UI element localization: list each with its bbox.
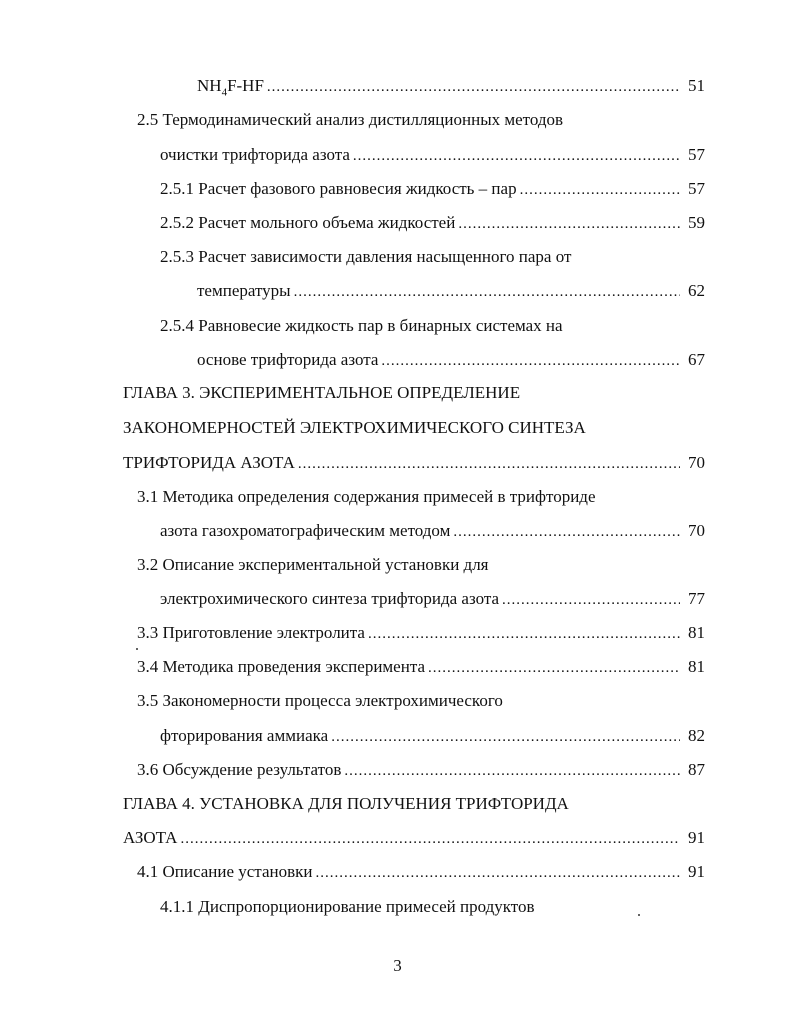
dot-leader xyxy=(353,144,680,168)
toc-entry-text: основе трифторида азота xyxy=(197,350,379,369)
toc-entry-3-1 xyxy=(160,519,705,543)
toc-page-number: 70 xyxy=(688,453,705,472)
toc-entry-text: ТРИФТОРИДА АЗОТА xyxy=(123,453,295,472)
dot-leader xyxy=(294,280,680,304)
dot-leader xyxy=(502,588,680,612)
dot-leader xyxy=(520,178,680,202)
toc-entry-3-6 xyxy=(137,758,705,782)
toc-page-number: 77 xyxy=(688,589,705,608)
toc-page-number: 51 xyxy=(688,76,705,95)
toc-page-number: 70 xyxy=(688,521,705,540)
toc-chapter-3 xyxy=(123,451,705,475)
toc-entry-text: 2.5.1 Расчет фазового равновесия жидкость – пар xyxy=(160,179,517,198)
toc-entry-2-5-4-line1: 2.5.4 Равновесие жидкость пар в бинарных системах на xyxy=(160,316,563,335)
toc-entry-3-2 xyxy=(160,587,705,611)
toc-entry-text: 3.3 Приготовление электролита xyxy=(137,623,365,642)
toc-entry-text: 4.1 Описание установки xyxy=(137,862,313,881)
toc-entry-text: температуры xyxy=(197,281,291,300)
toc-entry-text: электрохимического синтеза трифторида азота xyxy=(160,589,500,608)
toc-chapter-3-line1: ГЛАВА 3. ЭКСПЕРИМЕНТАЛЬНОЕ ОПРЕДЕЛЕНИЕ xyxy=(123,383,521,402)
toc-page-number: 91 xyxy=(688,862,705,881)
toc-chapter-4 xyxy=(123,826,705,850)
toc-page-number: 81 xyxy=(688,623,705,642)
toc-entry-2-5-2 xyxy=(160,211,705,235)
toc-entry-2-5-3-line1: 2.5.3 Расчет зависимости давления насыщенного пара от xyxy=(160,247,572,266)
toc-page-number: 82 xyxy=(688,726,705,745)
toc-entry-4-1 xyxy=(137,860,705,884)
toc-page-number: 91 xyxy=(688,828,705,847)
page-number: 3 xyxy=(393,956,402,975)
toc-entry-3-2-line1: 3.2 Описание экспериментальной установки для xyxy=(137,555,489,574)
toc-entry-text: $NH_4F-HF$ xyxy=(197,76,264,99)
toc-chapter-3-line2: ЗАКОНОМЕРНОСТЕЙ ЭЛЕКТРОХИМИЧЕСКОГО СИНТЕЗА xyxy=(123,418,586,437)
toc-page-number: 57 xyxy=(688,145,705,164)
dot-leader xyxy=(458,212,680,236)
dot-leader xyxy=(368,622,680,646)
toc-entry-text: азота газохроматографическим методом xyxy=(160,521,451,540)
toc-entry-text: 3.6 Обсуждение результатов xyxy=(137,760,342,779)
toc-entry-text: фторирования аммиака xyxy=(160,726,329,745)
scan-speck xyxy=(638,914,640,916)
toc-entry-3-3 xyxy=(137,621,705,645)
toc-entry-4-1-1-line1: 4.1.1 Диспропорционирование примесей продуктов xyxy=(160,897,535,916)
toc-entry-3-4 xyxy=(137,655,705,679)
dot-leader xyxy=(298,452,680,476)
toc-entry-2-5-4 xyxy=(197,348,705,372)
toc-entry-nh4f xyxy=(197,74,705,98)
dot-leader xyxy=(331,725,680,749)
toc-page-number: 62 xyxy=(688,281,705,300)
toc-entry-2-5-1 xyxy=(160,177,705,201)
toc-chapter-4-line1: ГЛАВА 4. УСТАНОВКА ДЛЯ ПОЛУЧЕНИЯ ТРИФТОРИДА xyxy=(123,794,569,813)
toc-page-number: 57 xyxy=(688,179,705,198)
dot-leader xyxy=(453,520,680,544)
dot-leader xyxy=(267,75,680,99)
toc-page-number: 59 xyxy=(688,213,705,232)
toc-entry-text: 2.5.2 Расчет мольного объема жидкостей xyxy=(160,213,456,232)
toc-page-number: 67 xyxy=(688,350,705,369)
toc-entry-3-5-line1: 3.5 Закономерности процесса электрохимического xyxy=(137,691,503,710)
toc-entry-3-5 xyxy=(160,724,705,748)
scan-speck xyxy=(136,648,138,650)
toc-page-number: 81 xyxy=(688,657,705,676)
toc-entry-text: очистки трифторида азота xyxy=(160,145,350,164)
toc-entry-3-1-line1: 3.1 Методика определения содержания примесей в трифториде xyxy=(137,487,596,506)
dot-leader xyxy=(315,861,680,885)
dot-leader xyxy=(344,759,680,783)
dot-leader xyxy=(381,349,680,373)
toc-page-number: 87 xyxy=(688,760,705,779)
toc-entry-2-5-line1: 2.5 Термодинамический анализ дистилляционных методов xyxy=(137,110,564,129)
dot-leader xyxy=(180,827,680,851)
toc-entry-text: 3.4 Методика проведения эксперимента xyxy=(137,657,426,676)
dot-leader xyxy=(428,656,680,680)
toc-entry-2-5-3 xyxy=(197,279,705,303)
toc-entry-text: АЗОТА xyxy=(123,828,178,847)
toc-entry-2-5 xyxy=(160,143,705,167)
